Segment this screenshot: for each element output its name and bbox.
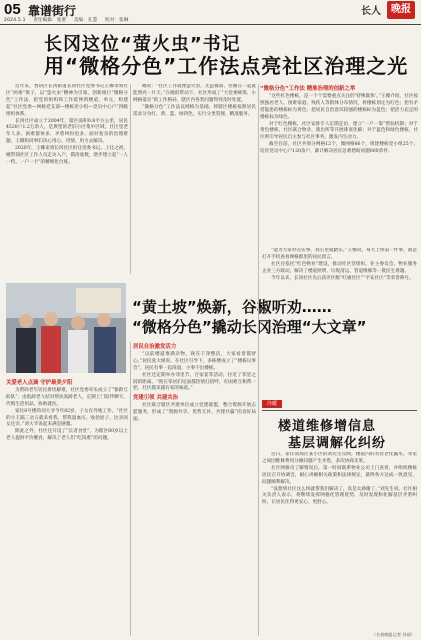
paragraph: “没想到社区这么快就帮我们解决了，真是太感谢了。”刘先生说。社区相关负责人表示，将继续发挥网格化管理优势，及时发现和化解基层矛盾纠纷，让居民住得更安心、更舒心。 xyxy=(262,486,417,506)
byline: （长春晚报记者 孙丽） xyxy=(371,632,415,637)
paragraph: 对于红色楼栋，社区安排专人定期走访，建立“一户一策”帮扶机制；对于黄色楼栋，社区联合物业、派出所等开展排查化解；对于蓝色和绿色楼栋，社区则引导居民自主参与社区事务，激发内生动力。 xyxy=(260,121,418,141)
paragraph: 2020年，王娜来到长冈社区担任党委书记。上任之初，她带领社区工作人员走访入户，摸清底数，逐步建立起“一人一档、一户一卡”的精细化台账。 xyxy=(6,146,128,165)
designer: 美编：孔慧 xyxy=(73,18,98,23)
subhead: 关爱老人点滴 守护最美夕阳 xyxy=(6,380,73,386)
column-divider xyxy=(258,84,259,636)
headline-kicker: 长冈这位“萤火虫”书记 xyxy=(44,34,241,55)
issue-meta xyxy=(4,17,134,23)
editor: 责任编辑：张蕾 xyxy=(33,18,67,23)
paragraph: 社区还依托“红色物业”建设，推动社区党组织、业主委员会、物业服务企业三方联动，解决了楼道照明、垃圾清运、管道维修等一批民生难题。 xyxy=(262,261,417,274)
paragraph: 社区网格员了解情况后，第一时间联系物业公司上门查看，并组织楼栋居民召开协调会，耐心讲解相关政策和法律规定，最终各方达成一致意见，问题顺利解决。 xyxy=(262,465,417,485)
paragraph: 截至目前，社区共划分网格12个，微网格86个，组建楼栋党小组25个，培育党员中心户120余户，累计解决居民急难愁盼问题600余件。 xyxy=(260,142,418,155)
section-name: 靠谱街行 xyxy=(28,4,77,18)
issue-date: 2024.5.1 xyxy=(4,18,26,23)
paragraph: 家住8号楼的刘大爷今年82岁，子女在外地工作。“社区的小王隔三岔五就来看我，帮我量血压、收拾屋子，比亲闺女还亲。”刘大爷说起来满是感激。 xyxy=(6,408,128,428)
side-headline-line-1: 楼道维修增信息 xyxy=(278,419,377,434)
article-column-6 xyxy=(262,248,417,398)
proofreader: 校对：张琳 xyxy=(104,18,129,23)
brand-name: 长人 xyxy=(361,6,381,17)
page-number: 05 xyxy=(4,1,21,18)
subhead: “微格分色”工作法 精准治理的创新之举 xyxy=(260,86,356,92)
paragraph: 近日，家住南岗区某小区的刘先生反映，楼道内的水管老化漏水，邻里之间因维修费用分摊问题产生矛盾，多次协商未果。 xyxy=(262,452,417,464)
paragraph: “微格分色”工作法以网格为基础，将辖区楼栋按照居民需求分为红、黄、蓝、绿四色，实行分类管理、精准服务。 xyxy=(133,104,256,117)
article-column-4 xyxy=(6,378,128,636)
article-column-3 xyxy=(260,84,418,274)
subhead: 党建引领 共建共治 xyxy=(133,395,179,402)
paragraph: 今年以来，长冈社区先后获评区级“红旗社区”“平安社区”等荣誉称号。 xyxy=(271,275,414,281)
column-divider xyxy=(130,84,131,274)
side-headline-line-2: 基层调解化纠纷 xyxy=(288,436,387,451)
paragraph: 除此之外，社区还开设了“长者食堂”，为辖区60岁以上老人提供平价餐食，解决了老人们“吃饭难”的问题。 xyxy=(6,429,128,442)
pull-headline-line-1: “黄土坡”焕新，谷椒听劝…… xyxy=(132,298,332,316)
section-tag: 冷暖 xyxy=(262,400,282,408)
article-column-5 xyxy=(133,342,256,636)
paragraph: “这些红色楼栋，是一个个需要重点关注的‘特殊群体’。”王娜介绍。社区按照独居老人、困难家庭、残疾人等群体分布情况，将楼栋划定为红色；把有矛盾隐患的楼栋标为黄色；把居民自治意识较强的楼栋标为蓝色；把活力充足的楼栋标为绿色。 xyxy=(260,93,418,120)
news-photo xyxy=(6,283,126,373)
article-column-2 xyxy=(133,84,256,166)
pull-headline-line-2: “微格分色”撬动长冈治理“大文章” xyxy=(132,318,367,336)
brand-logo: 晚报 xyxy=(387,1,415,19)
paragraph: 社区联合辖区共建单位成立党建联盟，整合资源开展志愿服务，形成了“资源共享、优势互补、共建共赢”的良好局面。 xyxy=(133,403,256,423)
header-rule xyxy=(0,24,421,25)
column-divider xyxy=(130,342,131,636)
side-article-body xyxy=(262,452,417,632)
side-article-rule xyxy=(262,410,417,411)
paragraph: 她说：“社区工作就像萤火虫，光虽微弱，但聚在一起就能照亮一片天。”在她的带动下，社区形成了“大党委统筹、小网格落实”的工作格局，辖区内各类问题得到及时处置。 xyxy=(133,84,256,103)
paragraph: “以前楼道堆满杂物，现在干净整洁，大家看着都舒心。”居民张大姐说。在社区引导下，多栋楼成立了“楼栋议事会”，居民有事一起商量，小事不出楼栋。 xyxy=(133,351,256,371)
paragraph: 为帮助老年居民排忧解难，社区党委牵头成立了“银龄互助队”，由低龄老人结对帮扶高龄老人，定期上门陪伴聊天、代购生活用品、协助就医。 xyxy=(6,387,128,407)
subhead: 居民自治激发活力 xyxy=(133,344,177,350)
article-column-1 xyxy=(6,84,128,274)
paragraph: 社区还定期举办邻里节、百家宴等活动，拉近了邻里之间的距离。“现在邻居们见面都热情打招呼，有困难互相帮一把，社区越来越有家的味道。” xyxy=(133,372,256,392)
main-headline: 用“微格分色”工作法点亮社区治理之光 xyxy=(44,54,409,78)
paragraph: 近年来，香坊区长冈街道长冈社区党委书记王娜带领社区“两委”班子，以“萤火虫”精神为引领，创新推行“微格分色”工作法，把党的组织和工作延伸到楼道、单元，构建起“社区党委—网格党支部—楼栋党小组—党员中心户”四级组织体系。 xyxy=(6,84,128,117)
paragraph: “能为大家办点实事，我心里就踏实。”王娜说，每天上班第一件事，就是打开手机查看网格群里的居民留言。 xyxy=(262,248,417,260)
paragraph: 长冈社区成立于2004年，辖区面积0.8平方公里，居民4520户1.2万余人，是典型的老旧小区集中区域。社区里老年人多、困难群体多，矛盾纠纷也多。面对复杂的治理难题，王娜和同事们决心用心、用情、用力去解决。 xyxy=(6,118,128,145)
